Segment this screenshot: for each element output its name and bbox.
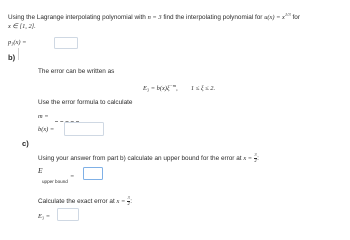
error-formula: $E_3 = b(x)\xi^{-m}$, 1 ≤ ξ ≤ 2.	[143, 83, 216, 93]
exact-error-x-num: 3	[127, 195, 130, 200]
exact-error-text: Calculate the exact error at	[38, 197, 115, 205]
part-c-label: c)	[22, 139, 29, 148]
m-label: m =	[38, 113, 49, 120]
exact-error-x-label: x =	[116, 197, 126, 205]
intro-text-suffix: for	[292, 14, 300, 22]
upper-bound-x-den: 2	[254, 157, 257, 163]
error-xi-range: 1 ≤ ξ ≤ 2.	[190, 85, 216, 93]
problem-statement-line1	[8, 13, 300, 22]
section-divider	[18, 48, 24, 60]
e-symbol: E	[38, 166, 43, 175]
exact-error-x-den: 2	[127, 200, 130, 206]
b-label: b(x) =	[38, 126, 55, 133]
upper-bound-text: Using your answer from part b) calculate an upper bound for the error at	[38, 154, 242, 162]
e3-answer-input[interactable]	[57, 208, 79, 221]
use-error-formula-text: Use the error formula to calculate	[38, 99, 133, 106]
upper-bound-x-num: 3	[254, 152, 257, 157]
function-base: u(x) = x	[264, 14, 285, 22]
intro-text-prefix: Using the Lagrange interpolating polynomial with	[8, 14, 146, 22]
upper-bound-answer-input[interactable]	[83, 167, 103, 180]
function-exponent: 1/3	[284, 12, 291, 17]
e-upper-bound-label	[38, 167, 43, 174]
function-definition	[264, 14, 291, 21]
e-upper-bound-equals: =	[70, 173, 75, 180]
intro-text-middle: find the interpolating polynomial for	[163, 14, 263, 22]
n-value: n = 3	[147, 14, 162, 22]
e3-label: E₃ =	[38, 213, 51, 220]
error-formula-base: E₃ = b(x)ξ	[143, 85, 170, 93]
domain-statement: x ∈ [1, 2].	[8, 23, 36, 30]
part-b-label: b)	[8, 53, 16, 62]
p3-label: p₃(x) =	[8, 39, 27, 46]
e-upper-bound-subscript: upper bound	[42, 179, 68, 184]
error-description: The error can be written as	[38, 68, 115, 75]
error-formula-exponent: −m	[169, 83, 177, 88]
p3-answer-input[interactable]	[54, 37, 78, 49]
exact-error-question: Calculate the exact error at x = $\frac{3}{2}$ :	[38, 195, 133, 206]
upper-bound-question: Using your answer from part b) calculate an upper bound for the error at x = $\frac{3}{2}$ :	[38, 152, 259, 163]
upper-bound-x-label: x =	[243, 154, 253, 162]
b-answer-input[interactable]	[64, 122, 104, 136]
